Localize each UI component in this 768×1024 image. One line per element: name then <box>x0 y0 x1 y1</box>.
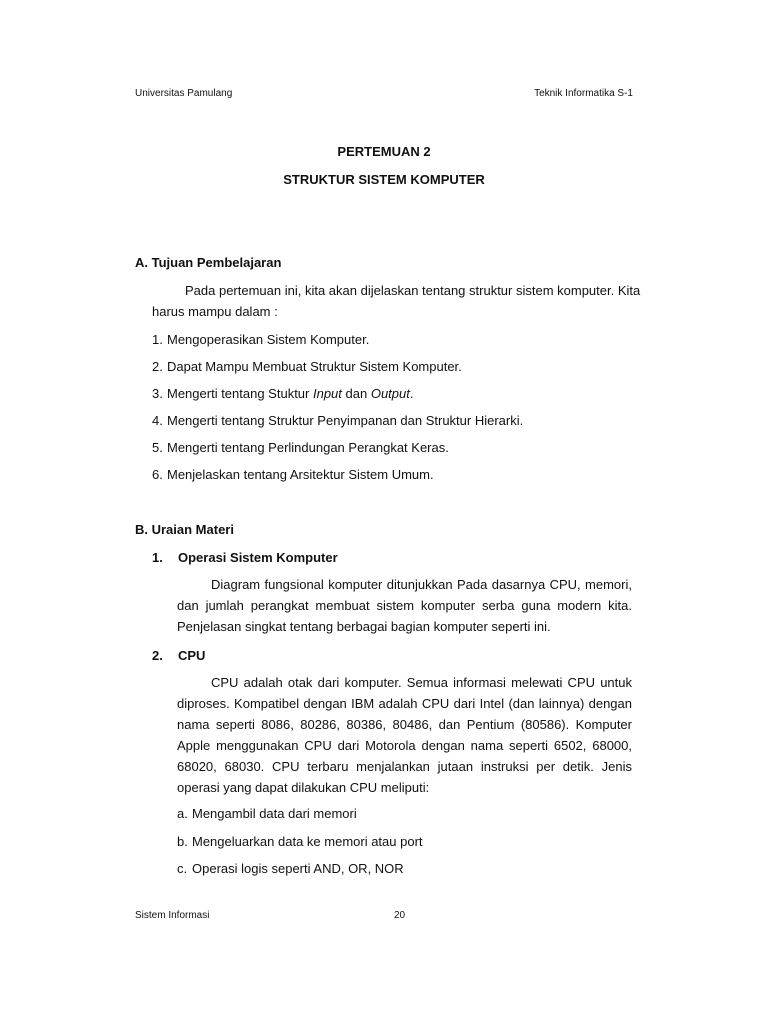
objective-text: Mengerti tentang Stuktur <box>167 386 313 401</box>
page-number: 20 <box>394 910 406 921</box>
subsection-2-heading <box>152 648 205 663</box>
subsection-2-paragraph: CPU adalah otak dari komputer. Semua informasi melewati CPU untuk diproses. Kompatibel dengan IBM adalah CPU dari Intel (dan lainnya) dengan nama seperti 8086, 80286, 80386, 80486, dan Pentium (80586). Komputer Apple menggunakan CPU dari Motorola dengan nama seperti 6502, 68000, 68020, 68030. CPU terbaru menjalankan jutaan instruksi per detik. Jenis operasi yang dapat dilakukan CPU meliputi: <box>177 675 632 795</box>
subsection-title: CPU <box>178 648 206 663</box>
item-letter: b. <box>177 834 188 849</box>
objective-number: 1. <box>152 332 163 347</box>
objective-text: . <box>409 386 414 401</box>
title-topic: STRUKTUR SISTEM KOMPUTER <box>283 172 485 187</box>
objective-text: Menjelaskan tentang Arsitektur Sistem Umum. <box>167 467 434 482</box>
cpu-operation-item <box>177 834 423 849</box>
subsection-number: 1. <box>152 550 163 565</box>
header-university: Universitas Pamulang <box>135 88 233 99</box>
header-department: Teknik Informatika S-1 <box>534 88 633 99</box>
objective-item <box>152 386 413 401</box>
item-letter: a. <box>177 806 188 821</box>
title-meeting: PERTEMUAN 2 <box>337 144 431 159</box>
objective-number: 5. <box>152 440 163 455</box>
objective-item <box>152 467 434 482</box>
objective-text: Mengerti tentang Perlindungan Perangkat Keras. <box>167 440 449 455</box>
objective-text: dan <box>341 386 371 401</box>
section-a-intro-line2: harus mampu dalam : <box>152 304 278 319</box>
objective-number: 4. <box>152 413 163 428</box>
objective-number: 2. <box>152 359 163 374</box>
objective-item <box>152 413 523 428</box>
item-text: Operasi logis seperti AND, OR, NOR <box>192 861 404 876</box>
section-a-heading: A. Tujuan Pembelajaran <box>135 255 282 270</box>
footer-course: Sistem Informasi <box>135 910 210 921</box>
subsection-1-paragraph: Diagram fungsional komputer ditunjukkan Pada dasarnya CPU, memori, dan jumlah perangkat membuat sistem komputer serba guna modern kita. Penjelasan singkat tentang berbagai bagian komputer seperti ini. <box>177 577 632 634</box>
subsection-number: 2. <box>152 648 163 663</box>
section-a-intro-line1: Pada pertemuan ini, kita akan dijelaskan tentang struktur sistem komputer. Kita <box>185 283 641 298</box>
item-text: Mengeluarkan data ke memori atau port <box>192 834 423 849</box>
objective-text: Dapat Mampu Membuat Struktur Sistem Komputer. <box>167 359 462 374</box>
item-text: Mengambil data dari memori <box>192 806 357 821</box>
section-b-heading: B. Uraian Materi <box>135 522 234 537</box>
objective-text-italic: Output <box>370 386 410 401</box>
cpu-operation-item <box>177 806 357 821</box>
cpu-operation-item <box>177 861 404 876</box>
objective-number: 3. <box>152 386 163 401</box>
objective-text-italic: Input <box>312 386 342 401</box>
subsection-1-heading <box>152 550 338 565</box>
objective-item <box>152 440 449 455</box>
objective-text: Mengerti tentang Struktur Penyimpanan dan Struktur Hierarki. <box>167 413 524 428</box>
objective-item <box>152 332 369 347</box>
objective-text: Mengoperasikan Sistem Komputer. <box>167 332 370 347</box>
subsection-title: Operasi Sistem Komputer <box>178 550 338 565</box>
objective-number: 6. <box>152 467 163 482</box>
item-letter: c. <box>177 861 188 876</box>
objective-item <box>152 359 462 374</box>
